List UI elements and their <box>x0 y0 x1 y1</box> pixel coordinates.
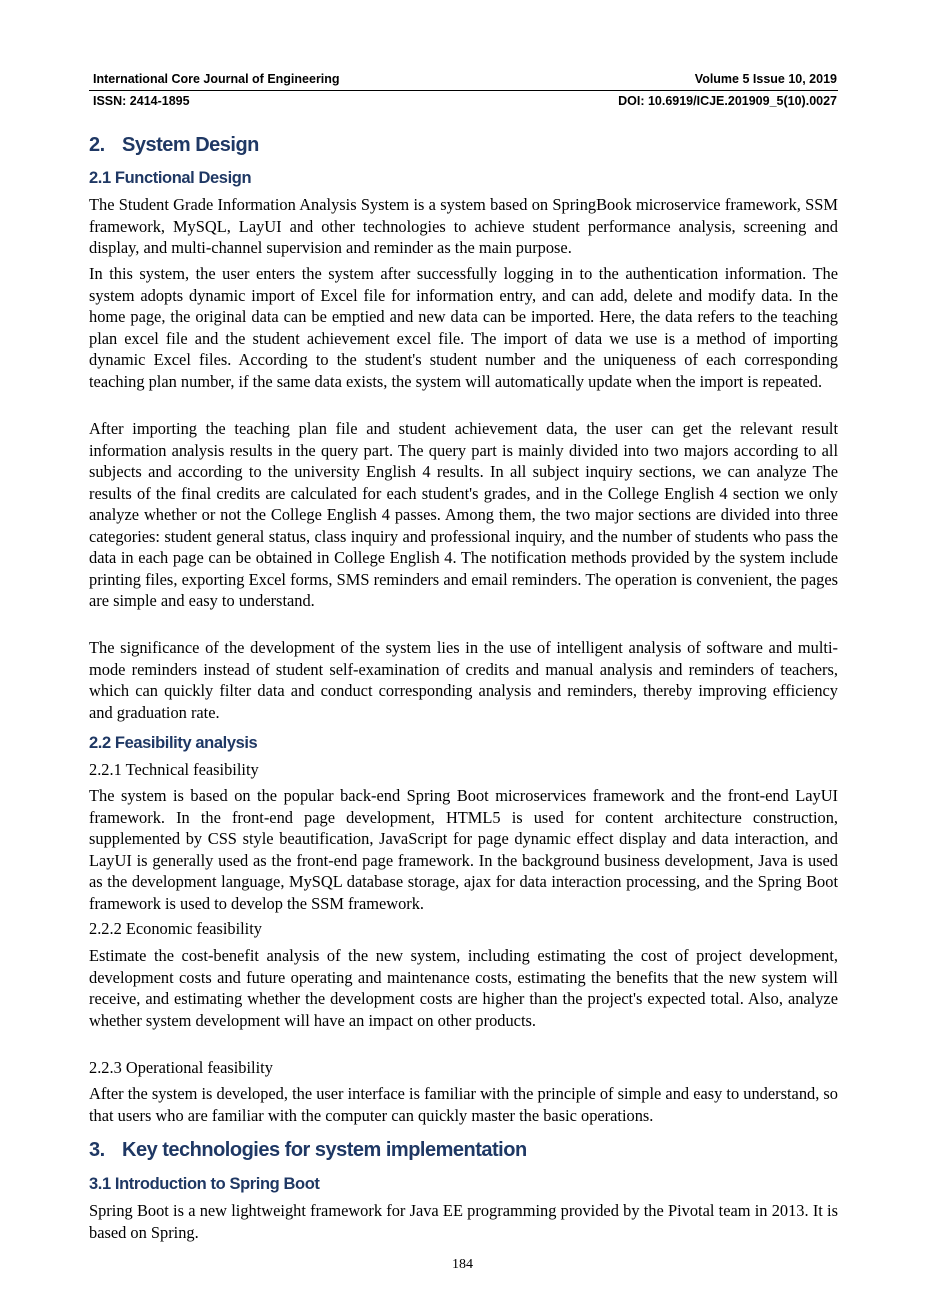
section-number: 2. <box>89 134 105 156</box>
section-number: 3. <box>89 1139 105 1161</box>
header-rule <box>89 90 838 91</box>
running-header <box>93 72 837 86</box>
volume-info: Volume 5 Issue 10, 2019 <box>694 72 837 86</box>
journal-name: International Core Journal of Engineering <box>93 72 340 86</box>
subsubsection-heading: 2.2.3 Operational feasibility <box>89 1058 273 1077</box>
paragraph: In this system, the user enters the system after successfully logging in to the authentication information. The system adopts dynamic import of Excel file for information entry, and can add, delete and modify data. In the home page, the original data can be emptied and new data can be imported. Here, the data refers to the teaching plan excel file and the student achievement excel file. The import of data we use is a method of importing dynamic Excel files. According to the student's student number and the uniqueness of each corresponding teaching plan number, if the same data exists, the system will automatically update when the import is repeated. <box>89 264 838 391</box>
paragraph: After importing the teaching plan file and student achievement data, the user can get the relevant result information analysis results in the query part. The query part is mainly divided into two majors according to all subjects and according to the university English 4 results. In all subject inquiry sections, we can analyze The results of the final credits are calculated for each student's grades, and in the College English 4 section we only analyze whether or not the College English 4 passes. Among them, the two major sections are divided into three categories: student general status, class inquiry and professional inquiry, and the number of students who pass the data in each page can be obtained in College English 4. The notification methods provided by the system include printing files, exporting Excel forms, SMS reminders and email reminders. The operation is convenient, the pages are simple and easy to understand. <box>89 419 838 610</box>
section-title: Key technologies for system implementation <box>122 1139 527 1161</box>
subsubsection-heading: 2.2.2 Economic feasibility <box>89 919 262 938</box>
running-subheader <box>93 94 837 108</box>
subsubsection-heading: 2.2.1 Technical feasibility <box>89 760 259 779</box>
paragraph: Spring Boot is a new lightweight framework for Java EE programming provided by the Pivotal team in 2013. It is based on Spring. <box>89 1201 838 1242</box>
paragraph: After the system is developed, the user interface is familiar with the principle of simple and easy to understand, so that users who are familiar with the computer can quickly master the basic operations. <box>89 1084 838 1125</box>
paragraph: Estimate the cost-benefit analysis of the new system, including estimating the cost of project development, development costs and future operating and maintenance costs, estimating the benefits that the new system will receive, and estimating whether the development costs are higher than the project's expected total. Also, analyze whether system development will have an impact on other products. <box>89 946 838 1030</box>
section-title: System Design <box>122 134 259 156</box>
doi: DOI: 10.6919/ICJE.201909_5(10).0027 <box>618 94 837 108</box>
paragraph: The significance of the development of the system lies in the use of intelligent analysis of software and multi-mode reminders instead of student self-examination of credits and manual analysis and reminders of teachers, which can quickly filter data and conduct corresponding analysis and reminders, thereby improving efficiency and graduation rate. <box>89 638 838 722</box>
subsection-heading-2-1: 2.1 Functional Design <box>89 169 252 187</box>
section-heading-3 <box>89 1139 527 1162</box>
paragraph: The Student Grade Information Analysis System is a system based on SpringBook microservice framework, SSM framework, MySQL, LayUI and other technologies to achieve student performance analysis, screening and display, and multi-channel supervision and reminder as the main purpose. <box>89 195 838 257</box>
section-heading-2 <box>89 134 259 157</box>
subsection-heading-3-1: 3.1 Introduction to Spring Boot <box>89 1175 320 1193</box>
issn: ISSN: 2414-1895 <box>93 94 190 108</box>
paragraph: The system is based on the popular back-end Spring Boot microservices framework and the front-end LayUI framework. In the front-end page development, HTML5 is used for content architecture construction, supplemented by CSS style beautification, JavaScript for page dynamic effect display and data interaction, and LayUI is generally used as the front-end page framework. In the background business development, Java is used as the development language, MySQL database storage, ajax for data interaction processing, and the Spring Boot framework is used to develop the SSM framework. <box>89 786 838 913</box>
page-number: 184 <box>452 1257 473 1272</box>
subsection-heading-2-2: 2.2 Feasibility analysis <box>89 734 258 752</box>
